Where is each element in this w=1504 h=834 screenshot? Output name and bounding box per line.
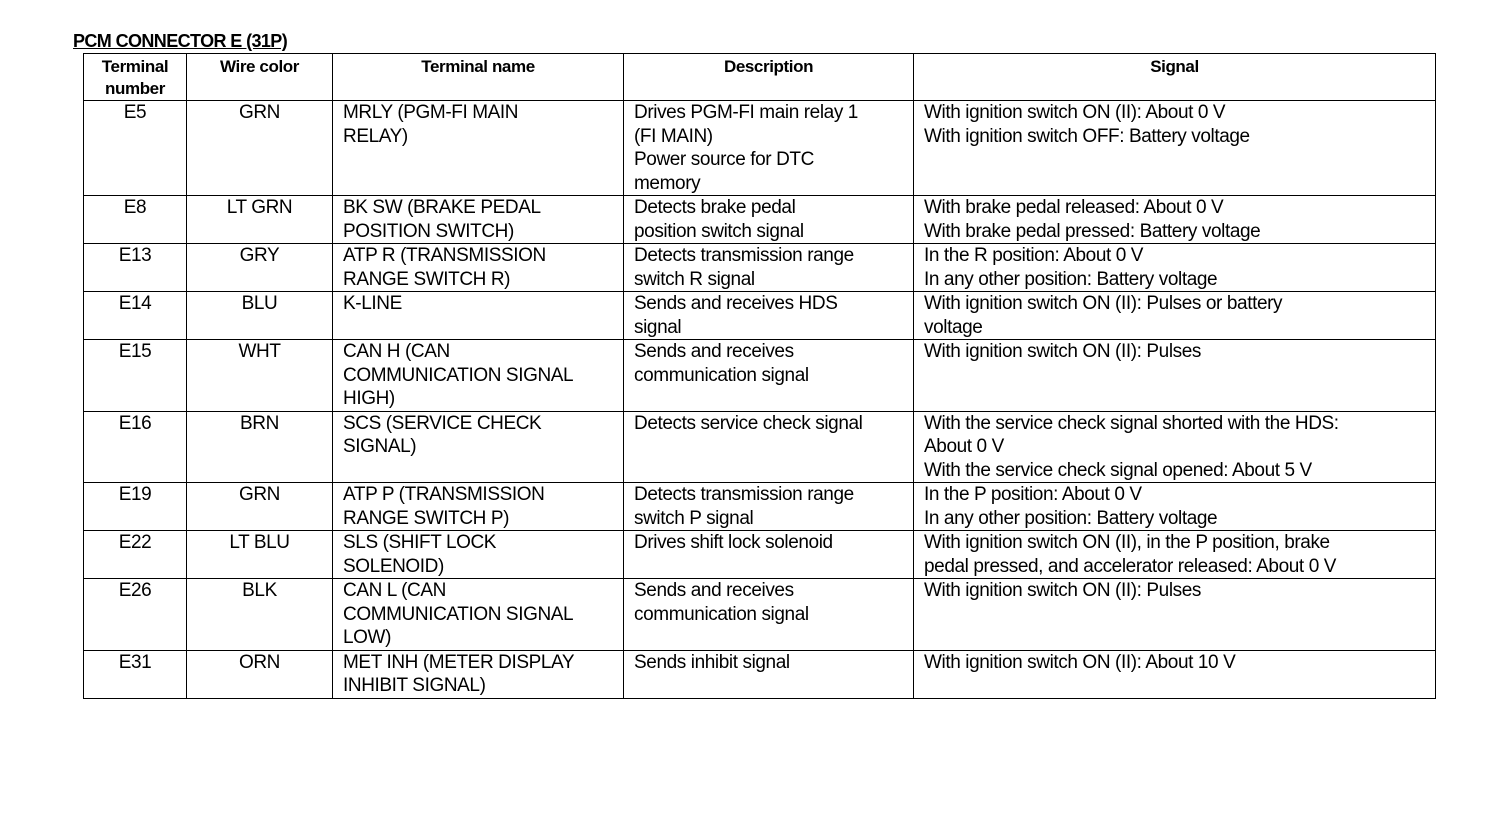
terminal-name-cell: SLS (SHIFT LOCK SOLENOID)	[333, 531, 624, 579]
signal-cell: With ignition switch ON (II): Pulses	[914, 579, 1436, 651]
description-cell: Detects service check signal	[624, 411, 914, 483]
connector-table	[83, 53, 1436, 699]
signal-cell: In the P position: About 0 V In any other position: Battery voltage	[914, 483, 1436, 531]
table-row	[84, 531, 1436, 579]
connector-title: PCM CONNECTOR E (31P)	[73, 31, 288, 51]
terminal-name-cell: MRLY (PGM-FI MAIN RELAY)	[333, 101, 624, 196]
signal-cell: With ignition switch ON (II): About 0 V With ignition switch OFF: Battery voltage	[914, 101, 1436, 196]
terminal-name-cell: CAN L (CAN COMMUNICATION SIGNAL LOW)	[333, 579, 624, 651]
table-row	[84, 340, 1436, 412]
terminal-number-cell: E14	[84, 292, 187, 340]
header-row	[84, 54, 1436, 101]
wire-color-cell: GRN	[187, 483, 333, 531]
terminal-number-cell: E8	[84, 196, 187, 244]
table-row	[84, 292, 1436, 340]
table-row	[84, 411, 1436, 483]
terminal-name-cell: CAN H (CAN COMMUNICATION SIGNAL HIGH)	[333, 340, 624, 412]
wire-color-cell: BRN	[187, 411, 333, 483]
description-cell: Sends and receives communication signal	[624, 579, 914, 651]
terminal-number-cell: E31	[84, 650, 187, 698]
description-cell: Sends and receives communication signal	[624, 340, 914, 412]
wire-color-cell: WHT	[187, 340, 333, 412]
header-terminal-name: Terminal name	[333, 54, 624, 101]
description-cell: Drives PGM-FI main relay 1 (FI MAIN) Power source for DTC memory	[624, 101, 914, 196]
terminal-name-cell: BK SW (BRAKE PEDAL POSITION SWITCH)	[333, 196, 624, 244]
description-cell: Detects brake pedal position switch signal	[624, 196, 914, 244]
header-terminal-number: Terminal number	[84, 54, 187, 101]
terminal-number-cell: E26	[84, 579, 187, 651]
terminal-number-cell: E13	[84, 244, 187, 292]
table-row	[84, 650, 1436, 698]
table-row	[84, 244, 1436, 292]
signal-cell: In the R position: About 0 V In any other position: Battery voltage	[914, 244, 1436, 292]
table-row	[84, 483, 1436, 531]
terminal-number-cell: E16	[84, 411, 187, 483]
header-signal: Signal	[914, 54, 1436, 101]
terminal-number-cell: E5	[84, 101, 187, 196]
description-cell: Sends inhibit signal	[624, 650, 914, 698]
wire-color-cell: GRN	[187, 101, 333, 196]
table-row	[84, 196, 1436, 244]
terminal-name-cell: K-LINE	[333, 292, 624, 340]
signal-cell: With ignition switch ON (II): Pulses or battery voltage	[914, 292, 1436, 340]
table-row	[84, 101, 1436, 196]
terminal-name-cell: SCS (SERVICE CHECK SIGNAL)	[333, 411, 624, 483]
terminal-name-cell: MET INH (METER DISPLAY INHIBIT SIGNAL)	[333, 650, 624, 698]
terminal-number-cell: E19	[84, 483, 187, 531]
signal-cell: With the service check signal shorted with the HDS: About 0 V With the service check signal opened: About 5 V	[914, 411, 1436, 483]
signal-cell: With brake pedal released: About 0 V With brake pedal pressed: Battery voltage	[914, 196, 1436, 244]
description-cell: Detects transmission range switch R signal	[624, 244, 914, 292]
signal-cell: With ignition switch ON (II): About 10 V	[914, 650, 1436, 698]
description-cell: Detects transmission range switch P signal	[624, 483, 914, 531]
wire-color-cell: LT GRN	[187, 196, 333, 244]
table-row	[84, 579, 1436, 651]
terminal-name-cell: ATP P (TRANSMISSION RANGE SWITCH P)	[333, 483, 624, 531]
signal-cell: With ignition switch ON (II), in the P position, brake pedal pressed, and accelerator released: About 0 V	[914, 531, 1436, 579]
description-cell: Drives shift lock solenoid	[624, 531, 914, 579]
terminal-number-cell: E22	[84, 531, 187, 579]
terminal-number-cell: E15	[84, 340, 187, 412]
terminal-name-cell: ATP R (TRANSMISSION RANGE SWITCH R)	[333, 244, 624, 292]
signal-cell: With ignition switch ON (II): Pulses	[914, 340, 1436, 412]
description-cell: Sends and receives HDS signal	[624, 292, 914, 340]
wire-color-cell: GRY	[187, 244, 333, 292]
header-description: Description	[624, 54, 914, 101]
wire-color-cell: ORN	[187, 650, 333, 698]
header-wire-color: Wire color	[187, 54, 333, 101]
wire-color-cell: BLK	[187, 579, 333, 651]
wire-color-cell: BLU	[187, 292, 333, 340]
wire-color-cell: LT BLU	[187, 531, 333, 579]
